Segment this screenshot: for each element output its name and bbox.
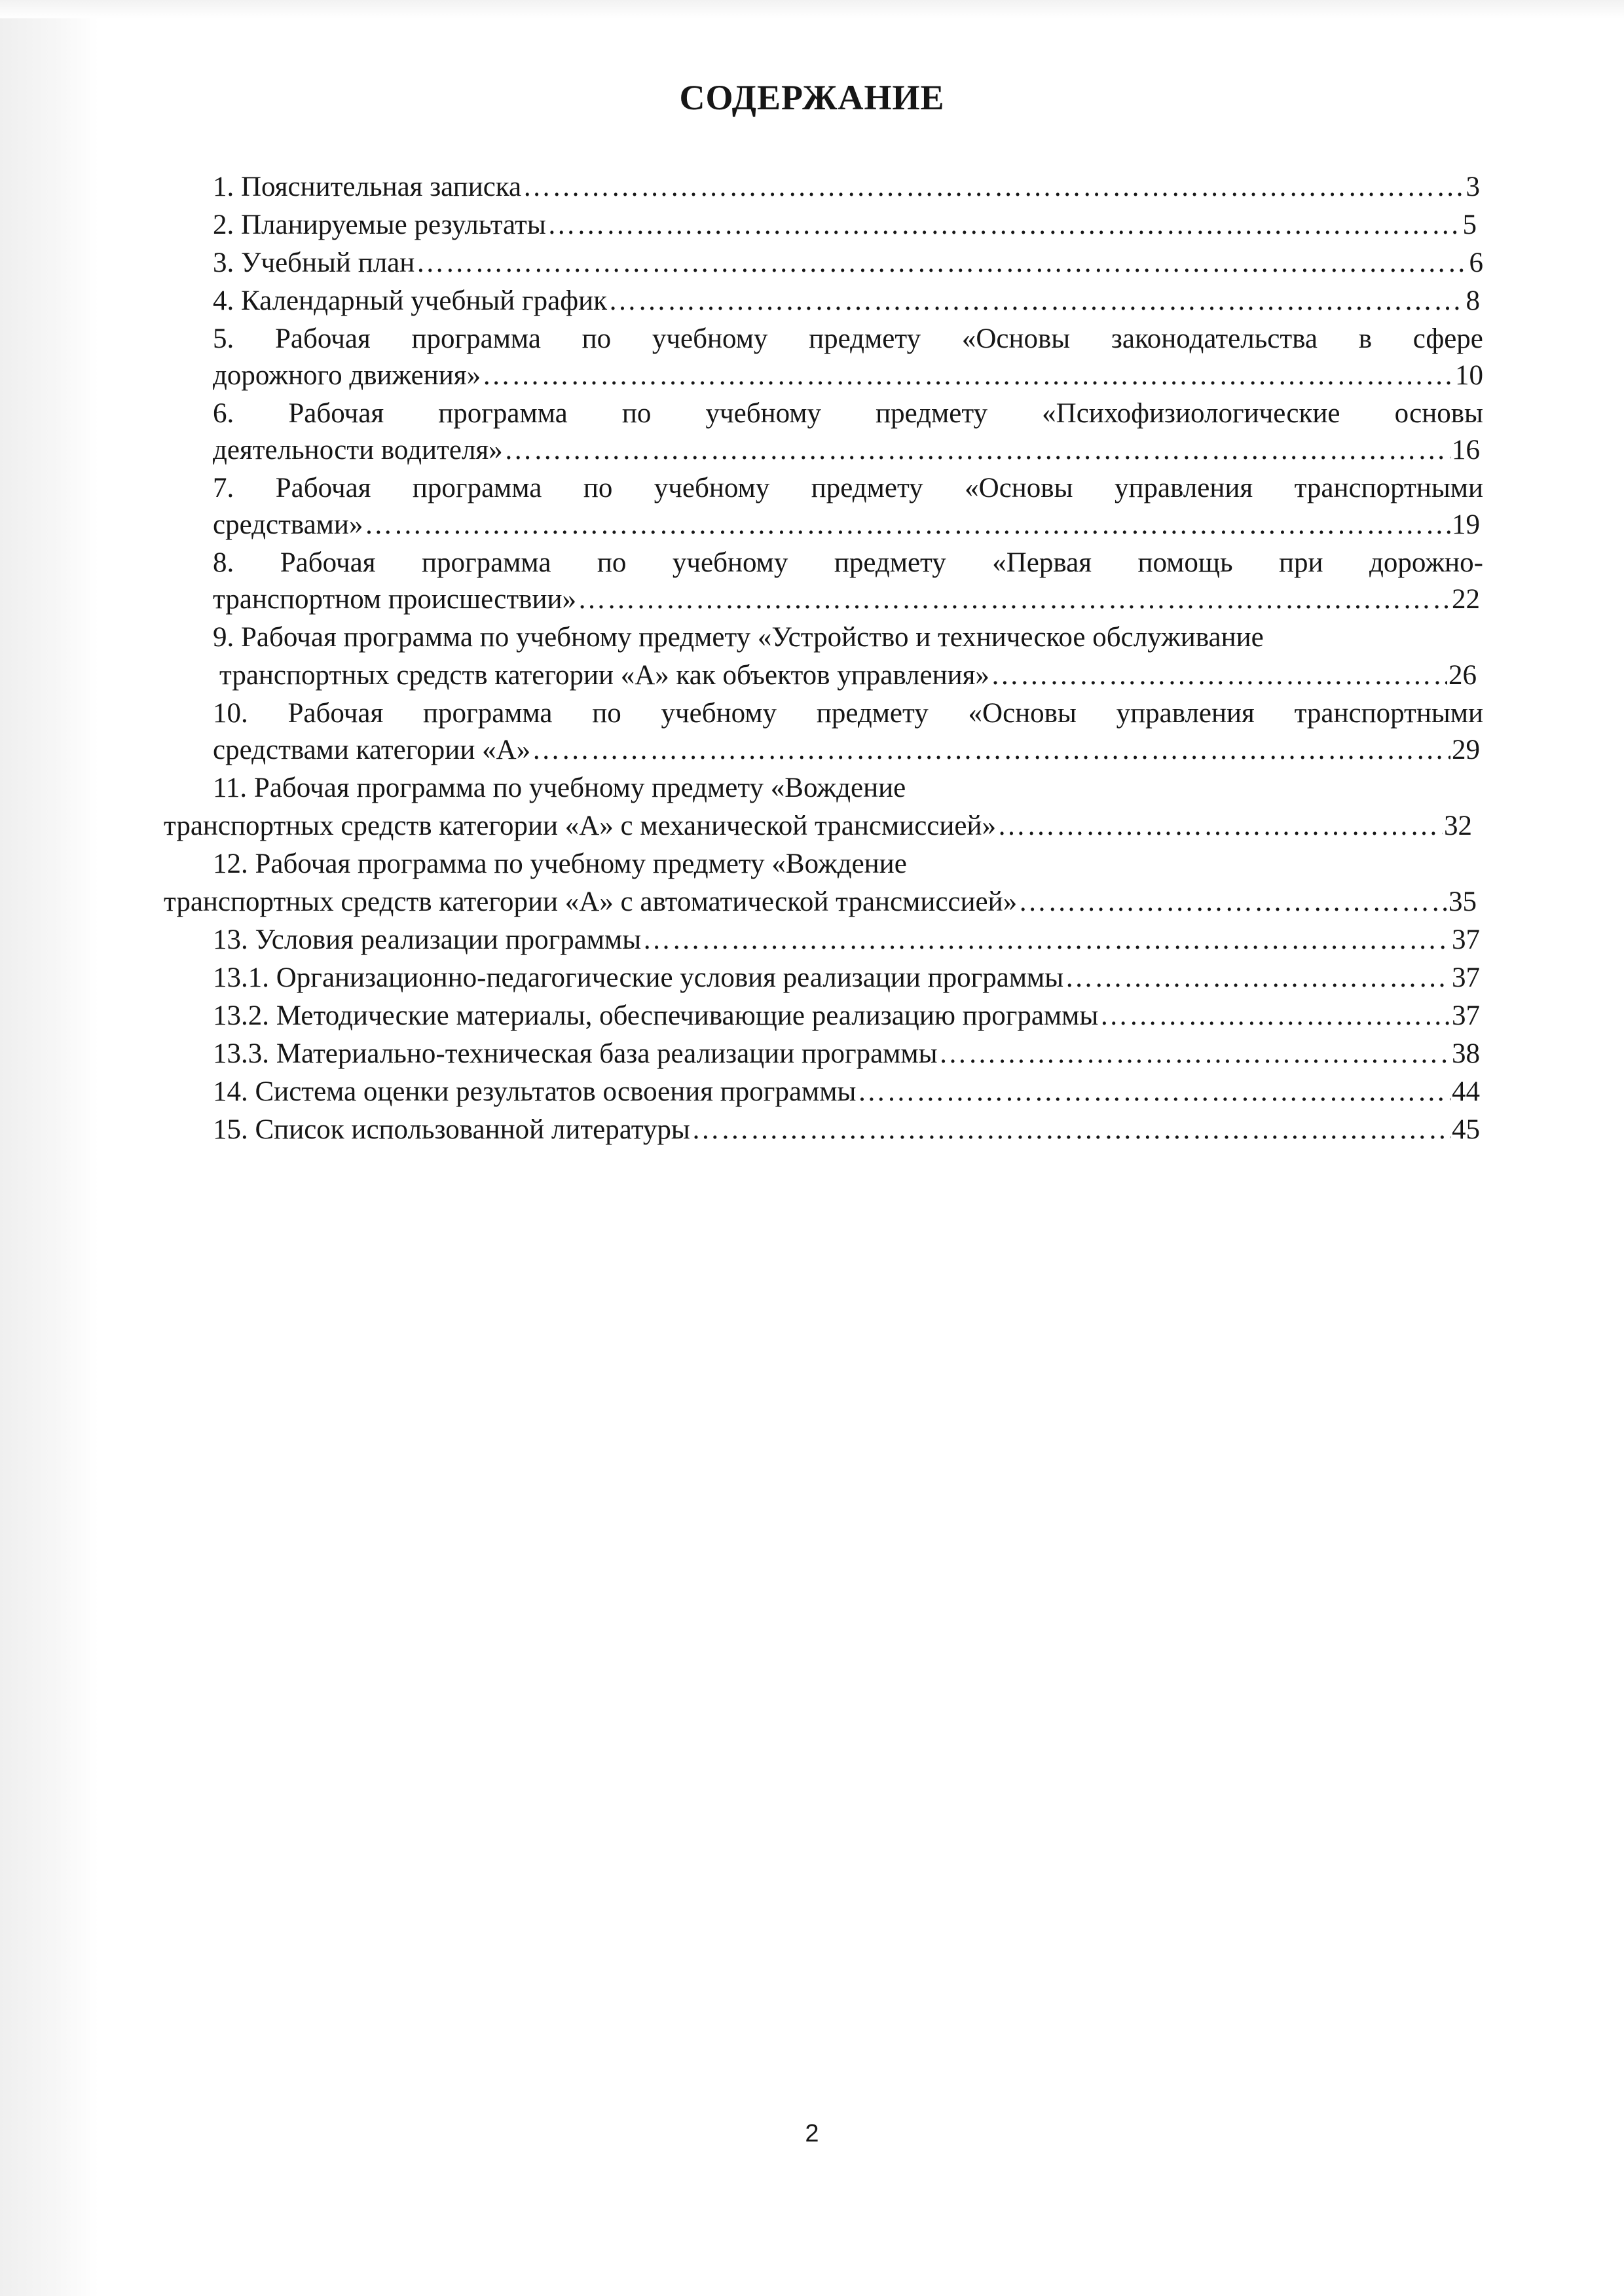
toc-word: учебному <box>654 473 770 503</box>
toc-entry-text: 15. Список использованной литературы <box>213 1114 690 1145</box>
toc-word: Рабочая <box>275 473 371 503</box>
toc-page-number: 45 <box>1452 1114 1480 1145</box>
toc-leader-dots <box>939 1036 1451 1072</box>
toc-word: программа <box>421 547 551 578</box>
scan-shadow-top <box>0 0 1624 18</box>
toc-word: программа <box>412 473 542 503</box>
toc-entry-4 <box>213 283 1480 319</box>
toc-entry-text: 13.3. Материально-техническая база реализации программы <box>213 1038 938 1069</box>
toc-word: по <box>621 398 652 429</box>
toc-word: в <box>1358 323 1373 354</box>
toc-entry-text: транспортных средств категории «А» с механической трансмиссией» <box>164 811 996 841</box>
toc-entry-3 <box>213 245 1483 282</box>
toc-leader-dots <box>857 1074 1450 1110</box>
toc-word: по <box>597 547 627 578</box>
toc-entry-text: деятельности водителя» <box>213 435 503 465</box>
toc-entry-9 <box>219 657 1477 694</box>
toc-word: учебному <box>661 698 777 729</box>
toc-word: 10. <box>213 698 248 729</box>
toc-leader-dots <box>692 1112 1450 1148</box>
toc-leader-dots <box>1065 960 1450 996</box>
toc-word: при <box>1279 547 1323 578</box>
toc-leader-dots <box>547 207 1462 244</box>
scan-shadow-edge <box>0 0 98 2296</box>
toc-word: предмету <box>834 547 946 578</box>
toc-word: дорожно- <box>1369 547 1483 578</box>
toc-page-number: 3 <box>1466 172 1480 202</box>
toc-entry-text: 4. Календарный учебный график <box>213 285 607 316</box>
toc-word: управления <box>1116 698 1255 729</box>
toc-entry-text: 14. Система оценки результатов освоения программы <box>213 1076 857 1107</box>
toc-word: программа <box>423 698 553 729</box>
toc-word: 5. <box>213 323 234 354</box>
toc-page-number: 10 <box>1455 360 1483 391</box>
toc-word: «Основы <box>961 323 1071 354</box>
toc-page-number: 16 <box>1452 435 1480 465</box>
toc-word: по <box>581 323 612 354</box>
toc-entry-6 <box>213 432 1480 469</box>
toc-entry-13-3 <box>213 1036 1480 1072</box>
toc-word: программа <box>438 398 568 429</box>
toc-leader-dots <box>364 507 1450 543</box>
toc-entry-1 <box>213 169 1480 206</box>
toc-entry-text: дорожного движения» <box>213 360 481 391</box>
toc-word: Рабочая <box>288 398 384 429</box>
toc-word: учебному <box>672 547 788 578</box>
toc-entry-text: 11. Рабочая программа по учебному предмету «Вождение <box>213 773 906 803</box>
toc-word: «Первая <box>992 547 1092 578</box>
toc-page-number: 6 <box>1469 247 1483 278</box>
toc-page-number: 8 <box>1466 285 1480 316</box>
toc-entry-text: 13.1. Организационно-педагогические условия реализации программы <box>213 962 1064 993</box>
toc-word: основы <box>1394 398 1483 429</box>
toc-entry-text: 1. Пояснительная записка <box>213 172 522 202</box>
toc-entry-text: 2. Планируемые результаты <box>213 210 546 240</box>
toc-entry-10-line1 <box>213 695 1483 732</box>
toc-word: предмету <box>809 323 921 354</box>
toc-page-number: 19 <box>1452 509 1480 540</box>
toc-word: законодательства <box>1111 323 1318 354</box>
toc-leader-dots <box>578 581 1450 618</box>
toc-word: управления <box>1114 473 1253 503</box>
toc-leader-dots <box>532 732 1450 769</box>
toc-word: «Психофизиологические <box>1042 398 1340 429</box>
toc-page-number: 22 <box>1452 584 1480 615</box>
toc-entry-11-line1 <box>213 770 1480 807</box>
toc-entry-14 <box>213 1074 1480 1110</box>
toc-leader-dots <box>608 283 1465 319</box>
toc-word: предмету <box>811 473 923 503</box>
toc-page-number: 29 <box>1452 735 1480 765</box>
toc-entry-text: транспортном происшествии» <box>213 584 576 615</box>
toc-leader-dots <box>523 169 1464 206</box>
toc-entry-12 <box>164 884 1477 920</box>
toc-entry-7 <box>213 507 1480 543</box>
toc-entry-12-line1 <box>213 846 1480 883</box>
toc-word: транспортными <box>1294 698 1483 729</box>
toc-page-number: 37 <box>1452 962 1480 993</box>
toc-leader-dots <box>991 657 1447 694</box>
page-number: 2 <box>805 2120 819 2147</box>
toc-word: Рабочая <box>287 698 384 729</box>
toc-entry-8-line1 <box>213 545 1483 581</box>
toc-entry-11 <box>164 808 1472 845</box>
toc-page-number: 37 <box>1452 1000 1480 1031</box>
toc-entry-text: 13. Условия реализации программы <box>213 924 642 955</box>
toc-page-number: 32 <box>1444 811 1472 841</box>
toc-entry-13-1 <box>213 960 1480 996</box>
toc-word: 6. <box>213 398 234 429</box>
toc-page-number: 35 <box>1449 886 1477 917</box>
toc-entry-text: 9. Рабочая программа по учебному предмету «Устройство и техническое обслуживание <box>213 622 1264 653</box>
toc-entry-text: 12. Рабочая программа по учебному предмету «Вождение <box>213 848 907 879</box>
toc-leader-dots <box>1018 884 1447 920</box>
toc-leader-dots <box>642 922 1450 958</box>
toc-entry-13-2 <box>213 998 1480 1034</box>
toc-entry-13 <box>213 922 1480 958</box>
toc-entry-text: средствами категории «А» <box>213 735 531 765</box>
toc-word: «Основы <box>965 473 1073 503</box>
toc-word: по <box>583 473 613 503</box>
toc-entry-6-line1 <box>213 395 1483 432</box>
toc-word: сфере <box>1412 323 1483 354</box>
toc-leader-dots <box>1099 998 1450 1034</box>
toc-word: Рабочая <box>280 547 376 578</box>
toc-entry-15 <box>213 1112 1480 1148</box>
toc-word: «Основы <box>968 698 1077 729</box>
toc-entry-9-line1 <box>213 619 1480 656</box>
toc-word: учебному <box>652 323 768 354</box>
toc-entry-text: средствами» <box>213 509 363 540</box>
toc-word: учебному <box>705 398 821 429</box>
toc-entry-text: транспортных средств категории «А» как объектов управления» <box>219 660 989 691</box>
toc-word: помощь <box>1137 547 1233 578</box>
toc-word: 8. <box>213 547 234 578</box>
toc-word: предмету <box>876 398 988 429</box>
toc-leader-dots <box>997 808 1443 845</box>
toc-leader-dots <box>504 432 1450 469</box>
toc-leader-dots <box>416 245 1467 282</box>
toc-entry-text: 13.2. Методические материалы, обеспечивающие реализацию программы <box>213 1000 1099 1031</box>
toc-entry-text: 3. Учебный план <box>213 247 415 278</box>
toc-title: СОДЕРЖАНИЕ <box>679 78 945 117</box>
toc-entry-7-line1 <box>213 470 1483 507</box>
toc-entry-2 <box>213 207 1477 244</box>
toc-entry-8 <box>213 581 1480 618</box>
toc-leader-dots <box>482 357 1454 394</box>
toc-page-number: 5 <box>1462 210 1477 240</box>
toc-page-number: 26 <box>1449 660 1477 691</box>
toc-word: 7. <box>213 473 234 503</box>
toc-word: предмету <box>816 698 929 729</box>
toc-page-number: 37 <box>1452 924 1480 955</box>
toc-entry-10 <box>213 732 1480 769</box>
toc-word: транспортными <box>1294 473 1483 503</box>
toc-entry-text: транспортных средств категории «А» с автоматической трансмиссией» <box>164 886 1018 917</box>
toc-entry-5 <box>213 357 1483 394</box>
toc-page-number: 44 <box>1452 1076 1480 1107</box>
toc-word: программа <box>411 323 541 354</box>
toc-word: Рабочая <box>274 323 371 354</box>
toc-entry-5-line1 <box>213 321 1483 357</box>
toc-page-number: 38 <box>1452 1038 1480 1069</box>
toc-word: по <box>592 698 621 729</box>
